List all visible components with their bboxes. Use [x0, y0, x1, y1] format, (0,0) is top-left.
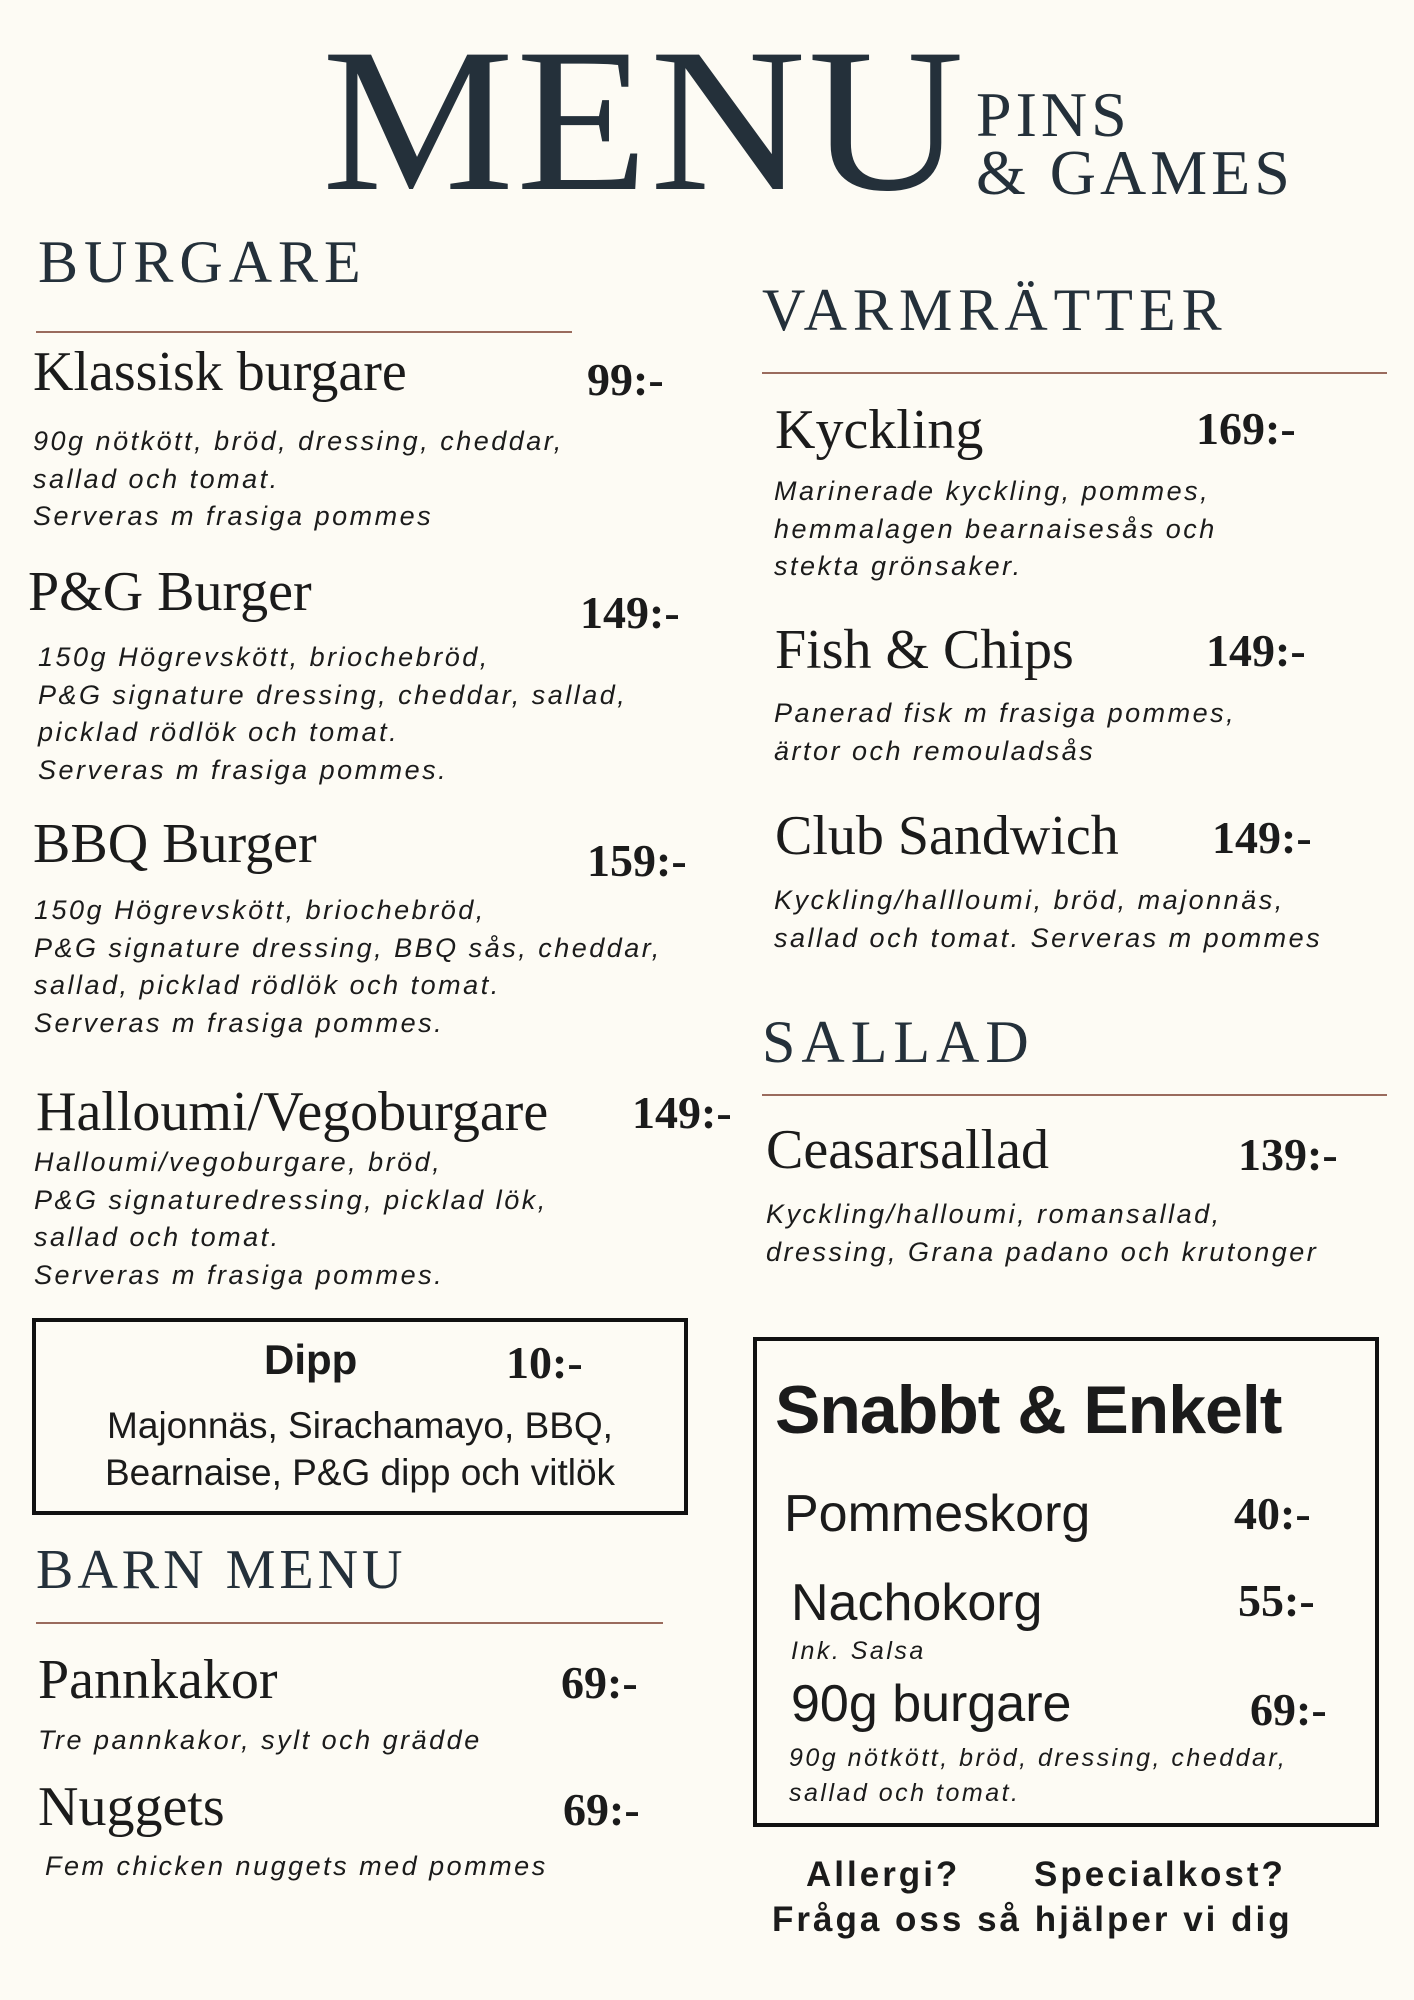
dipp-price: 10:- [506, 1337, 583, 1388]
dish-price: 149:- [1206, 625, 1306, 676]
dish-name: Kyckling [775, 399, 984, 461]
menu-title: MENU [322, 6, 966, 234]
dish-description: Marinerade kyckling, pommes, hemmalagen bearnaisesås och stekta grönsaker. [774, 476, 1217, 581]
dish-description: 90g nötkött, bröd, dressing, cheddar, sallad och tomat. Serveras m frasiga pommes [33, 426, 564, 531]
dipp-title: Dipp [264, 1336, 358, 1383]
divider [36, 331, 572, 333]
dish-price: 169:- [1196, 403, 1296, 454]
snabbt-enkelt-heading: Snabbt & Enkelt [775, 1372, 1282, 1448]
dish-description: 90g nötkött, bröd, dressing, cheddar, sallad och tomat. [789, 1744, 1288, 1807]
dish-name: Nachokorg [791, 1574, 1043, 1632]
dish-name: Club Sandwich [775, 805, 1119, 867]
dish-description: Ink. Salsa [791, 1637, 926, 1665]
dish-price: 69:- [1250, 1684, 1327, 1735]
dish-name: Nuggets [38, 1776, 225, 1838]
dish-name: Ceasarsallad [766, 1119, 1049, 1181]
dish-name: Fish & Chips [775, 619, 1074, 681]
dish-description: Tre pannkakor, sylt och grädde [38, 1725, 482, 1755]
dish-description: Halloumi/vegoburgare, bröd, P&G signaturedressing, picklad lök, sallad och tomat. Serveras m frasiga pommes. [34, 1147, 548, 1290]
dish-price: 159:- [587, 835, 687, 886]
dipp-options: Majonnäs, Sirachamayo, BBQ, Bearnaise, P&G dipp och vitlök [104, 1405, 616, 1493]
section-heading-varmratter: VARMRÄTTER [762, 277, 1228, 343]
dish-name: Pannkakor [38, 1649, 278, 1711]
dish-description: Kyckling/hallloumi, bröd, majonnäs, sallad och tomat. Serveras m pommes [774, 885, 1323, 953]
dish-price: 55:- [1238, 1575, 1315, 1626]
dish-name: Pommeskorg [784, 1485, 1091, 1543]
dish-price: 40:- [1234, 1488, 1311, 1539]
section-heading-sallad: SALLAD [762, 1009, 1035, 1075]
dish-price: 149:- [580, 587, 680, 638]
snabbt-enkelt-box [753, 1337, 1379, 1827]
dish-description: 150g Högrevskött, briochebröd, P&G signature dressing, BBQ sås, cheddar, sallad, picklad rödlök och tomat. Serveras m frasiga pommes. [34, 895, 662, 1038]
divider [762, 1094, 1387, 1096]
divider [762, 372, 1387, 374]
dish-price: 69:- [563, 1784, 640, 1835]
section-heading-barn-menu: BARN MENU [36, 1539, 407, 1601]
dish-description: Panerad fisk m frasiga pommes, ärtor och remouladsås [774, 698, 1237, 766]
dish-name: P&G Burger [28, 561, 312, 623]
dish-description: Kyckling/halloumi, romansallad, dressing, Grana padano och krutonger [766, 1199, 1319, 1267]
dish-name: 90g burgare [791, 1675, 1072, 1733]
dish-description: 150g Högrevskött, briochebröd, P&G signature dressing, cheddar, sallad, picklad rödlök och tomat. Serveras m frasiga pommes. [38, 642, 628, 785]
dish-price: 69:- [561, 1657, 638, 1708]
allergy-question: Allergi? [806, 1855, 961, 1894]
divider [36, 1622, 663, 1624]
dish-price: 149:- [632, 1087, 732, 1138]
dish-price: 139:- [1238, 1129, 1338, 1180]
brand-pins: PINS [976, 79, 1131, 150]
dipp-box [32, 1318, 688, 1515]
section-heading-burgare: BURGARE [38, 229, 367, 295]
dish-name: Klassisk burgare [33, 341, 407, 403]
dish-name: BBQ Burger [33, 813, 317, 875]
dish-name: Halloumi/Vegoburgare [36, 1081, 549, 1143]
dish-price: 99:- [587, 354, 664, 405]
dish-description: Fem chicken nuggets med pommes [45, 1851, 548, 1881]
special-diet-question: Specialkost? [1034, 1855, 1286, 1894]
ask-us-note: Fråga oss så hjälper vi dig [772, 1900, 1293, 1939]
dish-price: 149:- [1212, 812, 1312, 863]
brand-games: & GAMES [976, 137, 1294, 208]
